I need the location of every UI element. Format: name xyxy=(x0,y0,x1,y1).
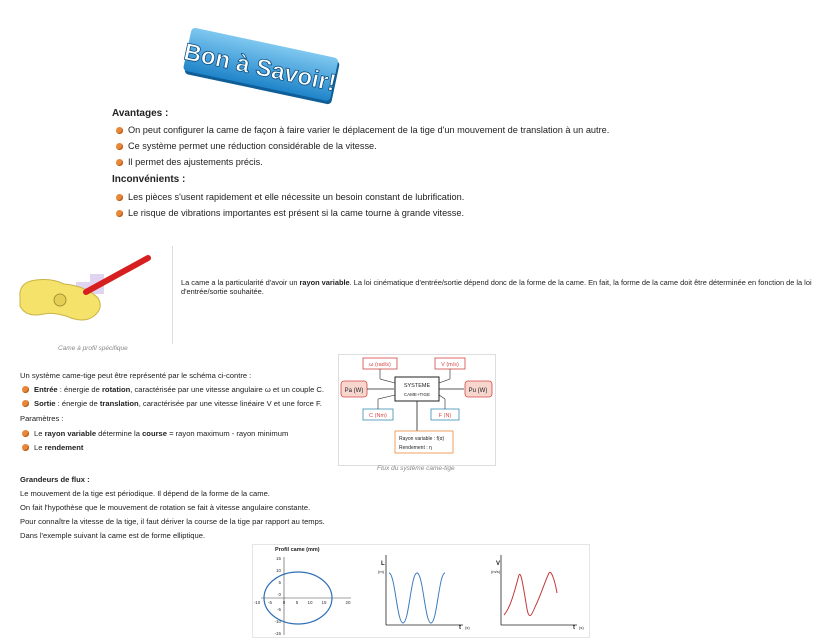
flux-title: Grandeurs de flux : xyxy=(20,475,90,484)
l-axis-label: L xyxy=(381,561,385,567)
x-tick: 10 xyxy=(307,600,313,605)
bullet-icon xyxy=(116,159,123,166)
flux-line: Le mouvement de la tige est périodique. Il dépend de la forme de la came. xyxy=(20,489,270,498)
bullet-icon xyxy=(116,143,123,150)
bullet-icon xyxy=(22,444,29,451)
flux-line: Pour connaître la vitesse de la tige, il faut dériver la course de la tige par rapport au temps. xyxy=(20,517,325,526)
y-tick: 15 xyxy=(275,556,281,561)
x-tick: -5 xyxy=(267,600,273,605)
v-curve xyxy=(504,572,557,615)
y-tick: -5 xyxy=(276,607,281,612)
advantage-item: On peut configurer la came de façon à faire varier le déplacement de la tige d'un mouvement de translation à un autre. xyxy=(116,122,609,138)
cam-illustration xyxy=(14,246,172,344)
flux-line: On fait l'hypothèse que le mouvement de rotation se fait à vitesse angulaire constante. xyxy=(20,503,311,512)
profile-title: Profil came (mm) xyxy=(275,547,320,553)
y-tick: -15 xyxy=(274,631,281,636)
v-axis-label: V xyxy=(496,561,501,567)
drawbacks-title: Inconvénients : xyxy=(112,174,186,185)
bullet-icon xyxy=(22,386,29,393)
v-axis-unit: (m/s) xyxy=(491,569,501,574)
x-tick: -10 xyxy=(253,600,261,605)
y-tick: 10 xyxy=(275,568,281,573)
pu-label: Pu (W) xyxy=(468,388,488,394)
params-title: Paramètres : xyxy=(20,414,64,423)
param-item: Le rendement xyxy=(22,442,83,454)
bullet-icon xyxy=(116,127,123,134)
omega-label: ω (rad/s) xyxy=(369,362,391,368)
system-box xyxy=(395,377,439,401)
advantage-item: Ce système permet une réduction considérable de la vitesse. xyxy=(116,138,377,154)
rendement-label: Rendement : η xyxy=(399,445,432,451)
f-label: F (N) xyxy=(438,413,452,419)
t-axis-label: t xyxy=(459,625,461,631)
c-label: C (Nm) xyxy=(369,413,387,419)
flux-diagram xyxy=(338,354,496,466)
graphs-panel xyxy=(252,544,590,638)
drawback-item: Les pièces s'usent rapidement et elle nécessite un besoin constant de lubrification. xyxy=(116,189,464,205)
bullet-icon xyxy=(22,400,29,407)
bullet-icon xyxy=(22,430,29,437)
system-label-1: SYSTEME xyxy=(403,383,431,389)
y-tick: 5 xyxy=(278,580,281,585)
flux-line: Dans l'exemple suivant la came est de forme elliptique. xyxy=(20,531,206,540)
cam-description: La came a la particularité d'avoir un rayon variable. La loi cinématique d'entrée/sortie dépend donc de la forme de la came. En fait, la forme de la came doit être déterminée en fonction de la loi d'entrée/sortie souhaitée. xyxy=(181,278,812,296)
t-axis-label: t xyxy=(573,625,575,631)
bon-a-savoir-badge xyxy=(178,28,348,118)
rayon-label: Rayon variable : f(α) xyxy=(399,436,445,442)
entree-item: Entrée : énergie de rotation, caractérisée par une vitesse angulaire ω et un couple C. xyxy=(22,384,324,396)
pa-label: Pa (W) xyxy=(344,388,364,394)
x-tick: 20 xyxy=(345,600,351,605)
v-label: V (m/s) xyxy=(441,362,459,368)
cam-illustration-box xyxy=(14,246,173,344)
param-item: Le rayon variable détermine la course = rayon maximum - rayon minimum xyxy=(22,428,288,440)
bullet-icon xyxy=(116,210,123,217)
y-tick: -10 xyxy=(274,619,281,624)
t-axis-unit: (s) xyxy=(465,625,470,630)
y-tick: 0 xyxy=(278,592,281,597)
advantage-item: Il permet des ajustements précis. xyxy=(116,154,263,170)
sortie-item: Sortie : énergie de translation, caractérisée par une vitesse linéaire V et une force F. xyxy=(22,398,322,410)
badge-text: Bon à Savoir! xyxy=(181,38,339,98)
l-curve xyxy=(389,573,445,623)
x-tick: 0 xyxy=(282,600,286,605)
system-intro: Un système came-tige peut être représenté par le schéma ci-contre : xyxy=(20,371,252,380)
l-axis-unit: (m) xyxy=(378,569,384,574)
flux-caption: Flux du système came-tige xyxy=(377,465,455,472)
cam-caption: Came à profil spécifique xyxy=(58,345,128,352)
drawback-item: Le risque de vibrations importantes est présent si la came tourne à grande vitesse. xyxy=(116,205,464,221)
x-tick: 15 xyxy=(321,600,327,605)
advantages-title: Avantages : xyxy=(112,108,169,119)
t-axis-unit: (s) xyxy=(579,625,584,630)
bullet-icon xyxy=(116,194,123,201)
x-tick: 5 xyxy=(295,600,299,605)
system-label-2: CAME+TIGE xyxy=(403,392,431,397)
